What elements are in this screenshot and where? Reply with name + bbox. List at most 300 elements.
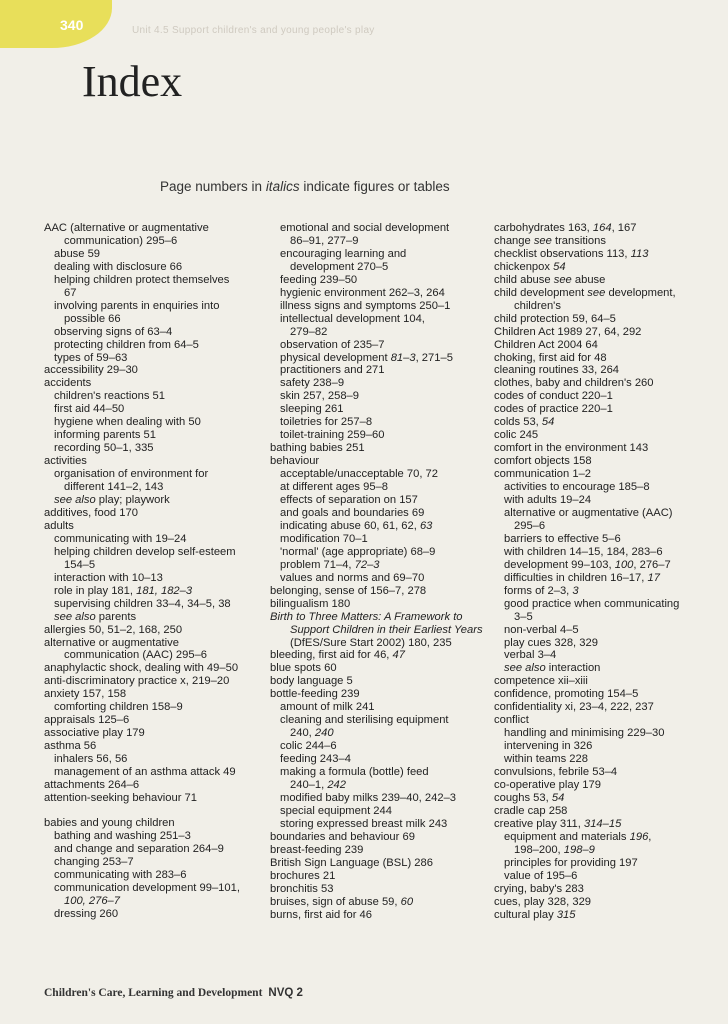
index-entry — [494, 779, 724, 792]
index-entry — [44, 455, 264, 468]
index-entry-text: see also — [54, 494, 96, 507]
index-entry-text: , 271–5 — [415, 351, 453, 364]
index-entry-text: 81–3 — [390, 351, 416, 364]
index-entry-text: bronchitis 53 — [270, 882, 334, 895]
index-entry — [270, 559, 490, 572]
index-entry — [494, 818, 724, 831]
index-entry-text: blue spots 60 — [270, 662, 337, 675]
index-entry — [494, 805, 724, 818]
index-entry-text: 181, 182–3 — [136, 584, 193, 597]
index-entry — [44, 248, 264, 261]
index-entry — [44, 727, 264, 740]
index-entry-text: codes of practice 220–1 — [494, 403, 613, 416]
index-entry-text: involving parents in enquiries into — [54, 299, 220, 312]
index-entry-text: children's reactions 51 — [54, 390, 165, 403]
index-entry — [270, 714, 490, 727]
index-entry-text: associative play 179 — [44, 727, 145, 740]
index-entry — [270, 326, 490, 339]
index-entry — [494, 248, 724, 261]
index-entry — [494, 494, 724, 507]
index-entry-text: Support Children in their Earliest Years — [290, 623, 483, 636]
index-entry-text: skin 257, 258–9 — [280, 390, 359, 403]
index-entry — [494, 287, 724, 300]
index-entry — [270, 533, 490, 546]
index-entry-text: communication (AAC) 295–6 — [64, 649, 208, 662]
index-entry — [494, 714, 724, 727]
index-entry-text: Birth to Three Matters: A Framework to — [270, 610, 463, 623]
index-entry-text: alternative or augmentative — [44, 636, 179, 649]
index-entry — [44, 675, 264, 688]
index-entry-text: cleaning and sterilising equipment — [280, 714, 449, 727]
index-entry-text: 295–6 — [514, 519, 546, 532]
index-entry — [270, 688, 490, 701]
index-entry-text: organisation of environment for — [54, 468, 209, 481]
index-entry-text: adults — [44, 519, 74, 532]
index-entry — [494, 533, 724, 546]
index-column-1 — [44, 222, 264, 921]
index-entry-text: development, — [605, 286, 676, 299]
index-entry-text: 54 — [541, 416, 555, 429]
index-entry — [494, 546, 724, 559]
index-entry — [494, 326, 724, 339]
index-entry-text: creative play 311, — [494, 817, 584, 830]
index-entry-text: breast-feeding 239 — [270, 843, 364, 856]
index-entry-text: 60 — [400, 895, 414, 908]
index-entry-text: possible 66 — [64, 312, 121, 325]
index-entry-text: intellectual development 104, — [280, 312, 425, 325]
index-entry-text: belonging, sense of 156–7, 278 — [270, 584, 427, 597]
index-entry — [494, 455, 724, 468]
index-entry-text: colic 244–6 — [280, 740, 337, 753]
index-entry — [44, 882, 264, 895]
index-entry-text: activities — [44, 455, 87, 468]
index-entry-text: acceptable/unacceptable 70, 72 — [280, 468, 438, 481]
index-entry-text: feeding 243–4 — [280, 753, 351, 766]
index-entry-text: recording 50–1, 335 — [54, 442, 154, 455]
index-entry-text: 164 — [592, 222, 612, 234]
index-entry — [44, 869, 264, 882]
index-entry — [44, 520, 264, 533]
index-entry — [270, 883, 490, 896]
index-entry-text: change — [494, 234, 534, 247]
index-entry-text: with children 14–15, 184, 283–6 — [504, 545, 663, 558]
index-entry-text: 240 — [314, 727, 334, 740]
index-entry-text: indicating abuse 60, 61, 62, — [280, 519, 420, 532]
index-entry-text: codes of conduct 220–1 — [494, 390, 613, 403]
index-entry — [494, 520, 724, 533]
index-entry-text: see — [533, 234, 552, 247]
index-entry — [494, 701, 724, 714]
index-entry — [494, 377, 724, 390]
index-entry-text: physical development — [280, 351, 391, 364]
index-column-3 — [494, 222, 724, 921]
index-note-italic: italics — [265, 179, 300, 194]
index-entry — [44, 533, 264, 546]
index-entry-text: see — [587, 286, 606, 299]
index-entry — [270, 546, 490, 559]
index-entry-text: bathing babies 251 — [270, 442, 365, 455]
index-entry-text: interaction — [545, 662, 601, 675]
index-entry — [494, 844, 724, 857]
index-entry — [270, 481, 490, 494]
index-entry-text: competence xii–xiii — [494, 675, 588, 688]
index-entry-text: 315 — [556, 908, 576, 921]
index-entry-text: observing signs of 63–4 — [54, 325, 173, 338]
index-entry-text: handling and minimising 229–30 — [504, 727, 665, 740]
index-entry-text: 198–9 — [563, 843, 595, 856]
index-entry — [270, 818, 490, 831]
index-entry — [494, 481, 724, 494]
index-entry-text: child abuse — [494, 273, 554, 286]
index-entry-text: difficulties in children 16–17, — [504, 571, 648, 584]
index-entry-text: abuse 59 — [54, 247, 101, 260]
index-entry — [44, 843, 264, 856]
index-entry-text: 196 — [629, 830, 649, 843]
index-entry-text: 63 — [419, 519, 433, 532]
index-entry-text: accessibility 29–30 — [44, 364, 138, 377]
index-entry-text: 198–200, — [514, 843, 564, 856]
index-entry — [494, 896, 724, 909]
index-entry — [44, 611, 264, 624]
index-entry-text: 67 — [64, 286, 77, 299]
index-entry-text: 72–3 — [354, 558, 380, 571]
index-entry-text: with adults 19–24 — [504, 494, 592, 507]
index-entry — [44, 740, 264, 753]
index-entry — [270, 572, 490, 585]
index-entry — [494, 688, 724, 701]
index-entry-text: emotional and social development — [280, 222, 450, 234]
index-entry-text: checklist observations 113, — [494, 247, 631, 260]
index-entry-text: role in play 181, — [54, 584, 137, 597]
footer-book-title: Children's Care, Learning and Development — [44, 987, 263, 999]
index-entry — [44, 817, 264, 830]
index-entry-text: communicating with 19–24 — [54, 532, 187, 545]
index-entry — [44, 856, 264, 869]
index-entry-text: inhalers 56, 56 — [54, 753, 128, 766]
index-entry — [270, 844, 490, 857]
index-entry-text: 86–91, 277–9 — [290, 234, 359, 247]
index-entry — [44, 895, 264, 908]
index-entry-text: bathing and washing 251–3 — [54, 829, 191, 842]
index-entry — [270, 637, 490, 650]
index-entry — [44, 403, 264, 416]
index-note-pre: Page numbers in — [160, 179, 266, 194]
index-entry — [494, 300, 724, 313]
index-entry-text: value of 195–6 — [504, 869, 578, 882]
index-entry — [44, 313, 264, 326]
index-entry-text: anti-discriminatory practice x, 219–20 — [44, 675, 230, 688]
index-entry — [494, 857, 724, 870]
index-entry-text: amount of milk 241 — [280, 701, 375, 714]
index-entry-text: 54 — [553, 260, 566, 273]
index-entry — [494, 792, 724, 805]
index-entry — [270, 831, 490, 844]
index-entry — [270, 416, 490, 429]
index-entry-text: coughs 53, — [494, 791, 552, 804]
index-entry-text: chickenpox — [494, 260, 554, 273]
index-entry — [270, 287, 490, 300]
index-entry-text: play cues 328, 329 — [504, 636, 598, 649]
index-entry-text: convulsions, febrile 53–4 — [494, 766, 618, 779]
index-entry — [270, 390, 490, 403]
index-entry-text: 17 — [647, 571, 660, 584]
index-entry-text: carbohydrates 163, — [494, 222, 593, 234]
index-entry — [270, 766, 490, 779]
index-entry — [494, 416, 724, 429]
index-entry-text: communication) 295–6 — [64, 234, 178, 247]
index-entry-text: modified baby milks 239–40, 242–3 — [280, 791, 457, 804]
index-entry-text: hygiene when dealing with 50 — [54, 416, 201, 429]
index-entry — [494, 235, 724, 248]
index-entry-text: cultural play — [494, 908, 557, 921]
index-entry — [44, 779, 264, 792]
index-entry-text: asthma 56 — [44, 740, 97, 753]
index-entry — [270, 675, 490, 688]
index-entry-text: forms of 2–3, — [504, 584, 573, 597]
index-entry-text: 240, — [290, 727, 315, 740]
index-entry-text: 100 — [614, 558, 634, 571]
index-entry-text: bottle-feeding 239 — [270, 688, 360, 701]
running-header: Unit 4.5 Support children's and young people's play — [132, 25, 375, 36]
index-entry — [270, 585, 490, 598]
index-entry-text: attention-seeking behaviour 71 — [44, 791, 198, 804]
index-entry — [44, 830, 264, 843]
index-entry — [494, 339, 724, 352]
index-entry — [270, 805, 490, 818]
index-entry — [44, 649, 264, 662]
index-entry — [44, 753, 264, 766]
index-entry — [44, 624, 264, 637]
index-entry — [44, 287, 264, 300]
index-entry — [494, 390, 724, 403]
index-entry — [270, 896, 490, 909]
index-entry — [44, 559, 264, 572]
index-entry-text: dealing with disclosure 66 — [54, 260, 183, 273]
index-entry-text: Children Act 2004 64 — [494, 338, 598, 351]
index-entry — [494, 753, 724, 766]
index-entry-text: types of 59–63 — [54, 351, 128, 364]
index-entry — [270, 339, 490, 352]
index-entry-text: co-operative play 179 — [494, 778, 601, 791]
index-entry — [44, 792, 264, 805]
index-entry — [44, 714, 264, 727]
index-entry-text: activities to encourage 185–8 — [504, 481, 650, 494]
index-entry-text: confidentiality xi, 23–4, 222, 237 — [494, 701, 654, 714]
index-entry — [270, 403, 490, 416]
index-entry-text: cleaning routines 33, 264 — [494, 364, 620, 377]
index-entry — [44, 688, 264, 701]
index-entry — [270, 792, 490, 805]
index-entry — [44, 585, 264, 598]
index-entry — [270, 611, 490, 624]
index-entry-text: effects of separation on 157 — [280, 494, 418, 507]
index-entry-text: communication development 99–101, — [54, 881, 240, 894]
index-entry — [44, 377, 264, 390]
index-entry — [270, 662, 490, 675]
index-entry — [270, 468, 490, 481]
index-entry-text: children's — [514, 299, 561, 312]
index-entry — [270, 649, 490, 662]
index-entry — [494, 313, 724, 326]
index-entry — [494, 611, 724, 624]
index-entry — [270, 429, 490, 442]
index-entry-text: protecting children from 64–5 — [54, 338, 199, 351]
index-entry-text: anaphylactic shock, dealing with 49–50 — [44, 662, 239, 675]
index-entry-text: interaction with 10–13 — [54, 571, 163, 584]
index-entry-text: 242 — [327, 778, 346, 791]
index-entry — [270, 740, 490, 753]
index-entry — [494, 766, 724, 779]
index-entry-text: toiletries for 257–8 — [280, 416, 373, 429]
index-entry-text: transitions — [551, 234, 606, 247]
footer-level: NVQ 2 — [268, 987, 303, 999]
index-entry — [494, 883, 724, 896]
index-entry-text: different 141–2, 143 — [64, 481, 164, 494]
index-entry-text: 314–15 — [583, 817, 622, 830]
index-entry-text: colds 53, — [494, 416, 542, 429]
index-entry-text: comfort objects 158 — [494, 455, 592, 468]
index-entry — [44, 598, 264, 611]
index-entry-text: bleeding, first aid for 46, — [270, 649, 393, 662]
index-entry — [270, 377, 490, 390]
index-entry — [44, 300, 264, 313]
index-entry — [494, 403, 724, 416]
index-entry — [44, 442, 264, 455]
page-number-tab — [0, 0, 112, 48]
index-entry-text: development 99–103, — [504, 558, 615, 571]
index-entry — [44, 546, 264, 559]
index-entry — [270, 313, 490, 326]
index-entry-text: (DfES/Sure Start 2002) 180, 235 — [290, 636, 452, 649]
index-entry-text: boundaries and behaviour 69 — [270, 830, 415, 843]
index-entry — [44, 235, 264, 248]
index-entry-text: 54 — [551, 791, 565, 804]
footer — [44, 987, 303, 999]
index-entry-text: conflict — [494, 714, 529, 727]
index-note-post: indicate figures or tables — [299, 179, 450, 194]
index-entry-text: burns, first aid for 46 — [270, 908, 372, 921]
index-entry-text: non-verbal 4–5 — [504, 623, 579, 636]
index-entry-text: and change and separation 264–9 — [54, 842, 224, 855]
index-entry-text: feeding 239–50 — [280, 273, 358, 286]
index-entry — [44, 274, 264, 287]
index-gap — [44, 805, 264, 817]
index-entry — [270, 624, 490, 637]
index-entry-text: 240–1, — [290, 778, 328, 791]
index-entry-text: verbal 3–4 — [504, 649, 557, 662]
index-entry — [494, 740, 724, 753]
index-entry — [494, 870, 724, 883]
index-entry-text: appraisals 125–6 — [44, 714, 130, 727]
index-entry-text: bilingualism 180 — [270, 597, 351, 610]
index-entry-text: informing parents 51 — [54, 429, 156, 442]
index-entry — [494, 572, 724, 585]
index-entry — [494, 274, 724, 287]
index-entry-text: toilet-training 259–60 — [280, 429, 385, 442]
index-entry-text: babies and young children — [44, 816, 175, 829]
index-entry-text: abuse — [571, 273, 606, 286]
index-entry-text: principles for providing 197 — [504, 856, 638, 869]
index-entry-text: , 276–7 — [633, 558, 671, 571]
index-entry-text: child development — [494, 286, 588, 299]
index-column-2 — [270, 222, 490, 921]
index-entry-text: , 167 — [611, 222, 637, 234]
index-entry-text: within teams 228 — [504, 753, 588, 766]
index-entry-text: behaviour — [270, 455, 320, 468]
index-entry-text: first aid 44–50 — [54, 403, 125, 416]
index-entry — [270, 274, 490, 287]
index-entry — [270, 494, 490, 507]
index-entry — [494, 831, 724, 844]
index-entry-text: play; playwork — [95, 494, 170, 507]
index-entry — [494, 261, 724, 274]
index-entry-text: brochures 21 — [270, 869, 336, 882]
index-entry-text: 154–5 — [64, 558, 96, 571]
index-entry-text: dressing 260 — [54, 907, 119, 920]
index-entry — [270, 364, 490, 377]
index-entry-text: cradle cap 258 — [494, 804, 568, 817]
index-entry-text: AAC (alternative or augmentative — [44, 222, 209, 234]
index-entry — [270, 352, 490, 365]
index-entry-text: cues, play 328, 329 — [494, 895, 592, 908]
index-entry — [270, 701, 490, 714]
index-entry-text: hygienic environment 262–3, 264 — [280, 286, 445, 299]
index-entry-text: at different ages 95–8 — [280, 481, 389, 494]
index-entry-text: sleeping 261 — [280, 403, 344, 416]
index-entry — [270, 507, 490, 520]
index-entry-text: helping children protect themselves — [54, 273, 230, 286]
index-entry-text: 279–82 — [290, 325, 328, 338]
index-entry-text: development 270–5 — [290, 260, 389, 273]
index-entry-text: changing 253–7 — [54, 855, 134, 868]
index-entry — [270, 248, 490, 261]
index-entry — [44, 429, 264, 442]
index-entry — [44, 507, 264, 520]
index-entry — [494, 507, 724, 520]
index-entry — [494, 624, 724, 637]
index-entry — [44, 352, 264, 365]
index-entry — [270, 870, 490, 883]
index-entry — [270, 857, 490, 870]
index-entry — [494, 598, 724, 611]
index-entry-text: crying, baby's 283 — [494, 882, 584, 895]
index-entry — [494, 468, 724, 481]
index-entry — [44, 701, 264, 714]
index-entry-text: management of an asthma attack 49 — [54, 766, 236, 779]
index-entry-text: comforting children 158–9 — [54, 701, 183, 714]
index-entry — [494, 429, 724, 442]
index-entry-text: 3 — [572, 584, 579, 597]
index-note — [160, 179, 450, 194]
index-entry-text: communicating with 283–6 — [54, 868, 187, 881]
index-entry — [44, 481, 264, 494]
index-entry — [270, 598, 490, 611]
index-entry — [494, 675, 724, 688]
index-entry — [494, 649, 724, 662]
index-entry — [44, 468, 264, 481]
index-entry-text: values and norms and 69–70 — [280, 571, 425, 584]
index-entry-text: barriers to effective 5–6 — [504, 532, 621, 545]
index-entry — [44, 416, 264, 429]
index-entry-text: 'normal' (age appropriate) 68–9 — [280, 545, 436, 558]
index-entry — [270, 520, 490, 533]
index-entry — [270, 222, 490, 235]
index-entry — [44, 494, 264, 507]
index-entry-text: 3–5 — [514, 610, 533, 623]
index-entry — [270, 455, 490, 468]
index-entry — [270, 442, 490, 455]
index-entry — [494, 364, 724, 377]
